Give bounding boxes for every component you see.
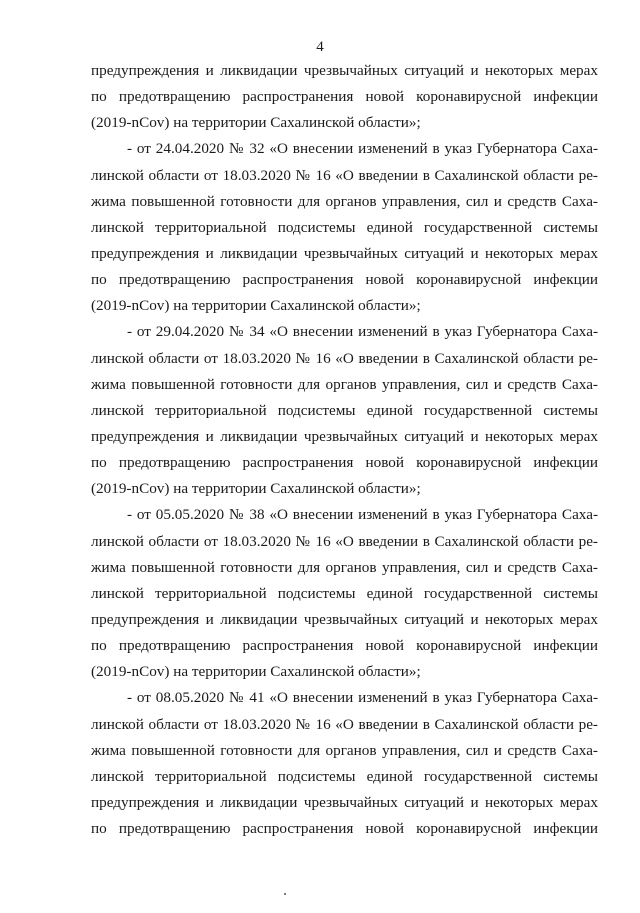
text-line: (2019-nCov) на территории Сахалинской области»; (91, 114, 421, 132)
text-line: предупреждения и ликвидации чрезвычайных ситуаций и некоторых мерах (91, 427, 598, 445)
text-line: предупреждения и ликвидации чрезвычайных ситуаций и некоторых мерах (91, 610, 598, 628)
document-body (91, 58, 598, 842)
text-line: линской территориальной подсистемы единой государственной системы (91, 584, 598, 602)
text-line: по предотвращению распространения новой коронавирусной инфекции (91, 88, 598, 106)
text-line: линской территориальной подсистемы единой государственной системы (91, 218, 598, 236)
text-line: предупреждения и ликвидации чрезвычайных ситуаций и некоторых мерах (91, 793, 598, 811)
text-line: - от 29.04.2020 № 34 «О внесении изменений в указ Губернатора Саха- (127, 323, 598, 341)
text-line: - от 05.05.2020 № 38 «О внесении изменений в указ Губернатора Саха- (127, 506, 598, 524)
text-line: линской области от 18.03.2020 № 16 «О введении в Сахалинской области ре- (91, 166, 598, 184)
text-line: жима повышенной готовности для органов управления, сил и средств Саха- (91, 558, 598, 576)
text-line: (2019-nCov) на территории Сахалинской области»; (91, 663, 421, 681)
text-line: жима повышенной готовности для органов управления, сил и средств Саха- (91, 741, 598, 759)
scan-speck (284, 893, 286, 895)
text-line: жима повышенной готовности для органов управления, сил и средств Саха- (91, 375, 598, 393)
text-line: предупреждения и ликвидации чрезвычайных ситуаций и некоторых мерах (91, 244, 598, 262)
text-line: линской области от 18.03.2020 № 16 «О введении в Сахалинской области ре- (91, 715, 598, 733)
text-line: (2019-nCov) на территории Сахалинской области»; (91, 297, 421, 315)
page-number: 4 (316, 39, 324, 55)
text-line: по предотвращению распространения новой коронавирусной инфекции (91, 454, 598, 472)
text-line: предупреждения и ликвидации чрезвычайных ситуаций и некоторых мерах (91, 62, 598, 79)
text-line: - от 08.05.2020 № 41 «О внесении изменений в указ Губернатора Саха- (127, 689, 598, 707)
text-line: - от 24.04.2020 № 32 «О внесении изменений в указ Губернатора Саха- (127, 140, 598, 158)
text-line: линской области от 18.03.2020 № 16 «О введении в Сахалинской области ре- (91, 349, 598, 367)
text-line: по предотвращению распространения новой коронавирусной инфекции (91, 820, 598, 838)
text-line: по предотвращению распространения новой коронавирусной инфекции (91, 271, 598, 289)
text-line: по предотвращению распространения новой коронавирусной инфекции (91, 637, 598, 655)
text-line: линской территориальной подсистемы единой государственной системы (91, 401, 598, 419)
text-line: линской территориальной подсистемы единой государственной системы (91, 767, 598, 785)
text-line: линской области от 18.03.2020 № 16 «О введении в Сахалинской области ре- (91, 532, 598, 550)
text-line: жима повышенной готовности для органов управления, сил и средств Саха- (91, 192, 598, 210)
text-line: (2019-nCov) на территории Сахалинской области»; (91, 480, 421, 498)
